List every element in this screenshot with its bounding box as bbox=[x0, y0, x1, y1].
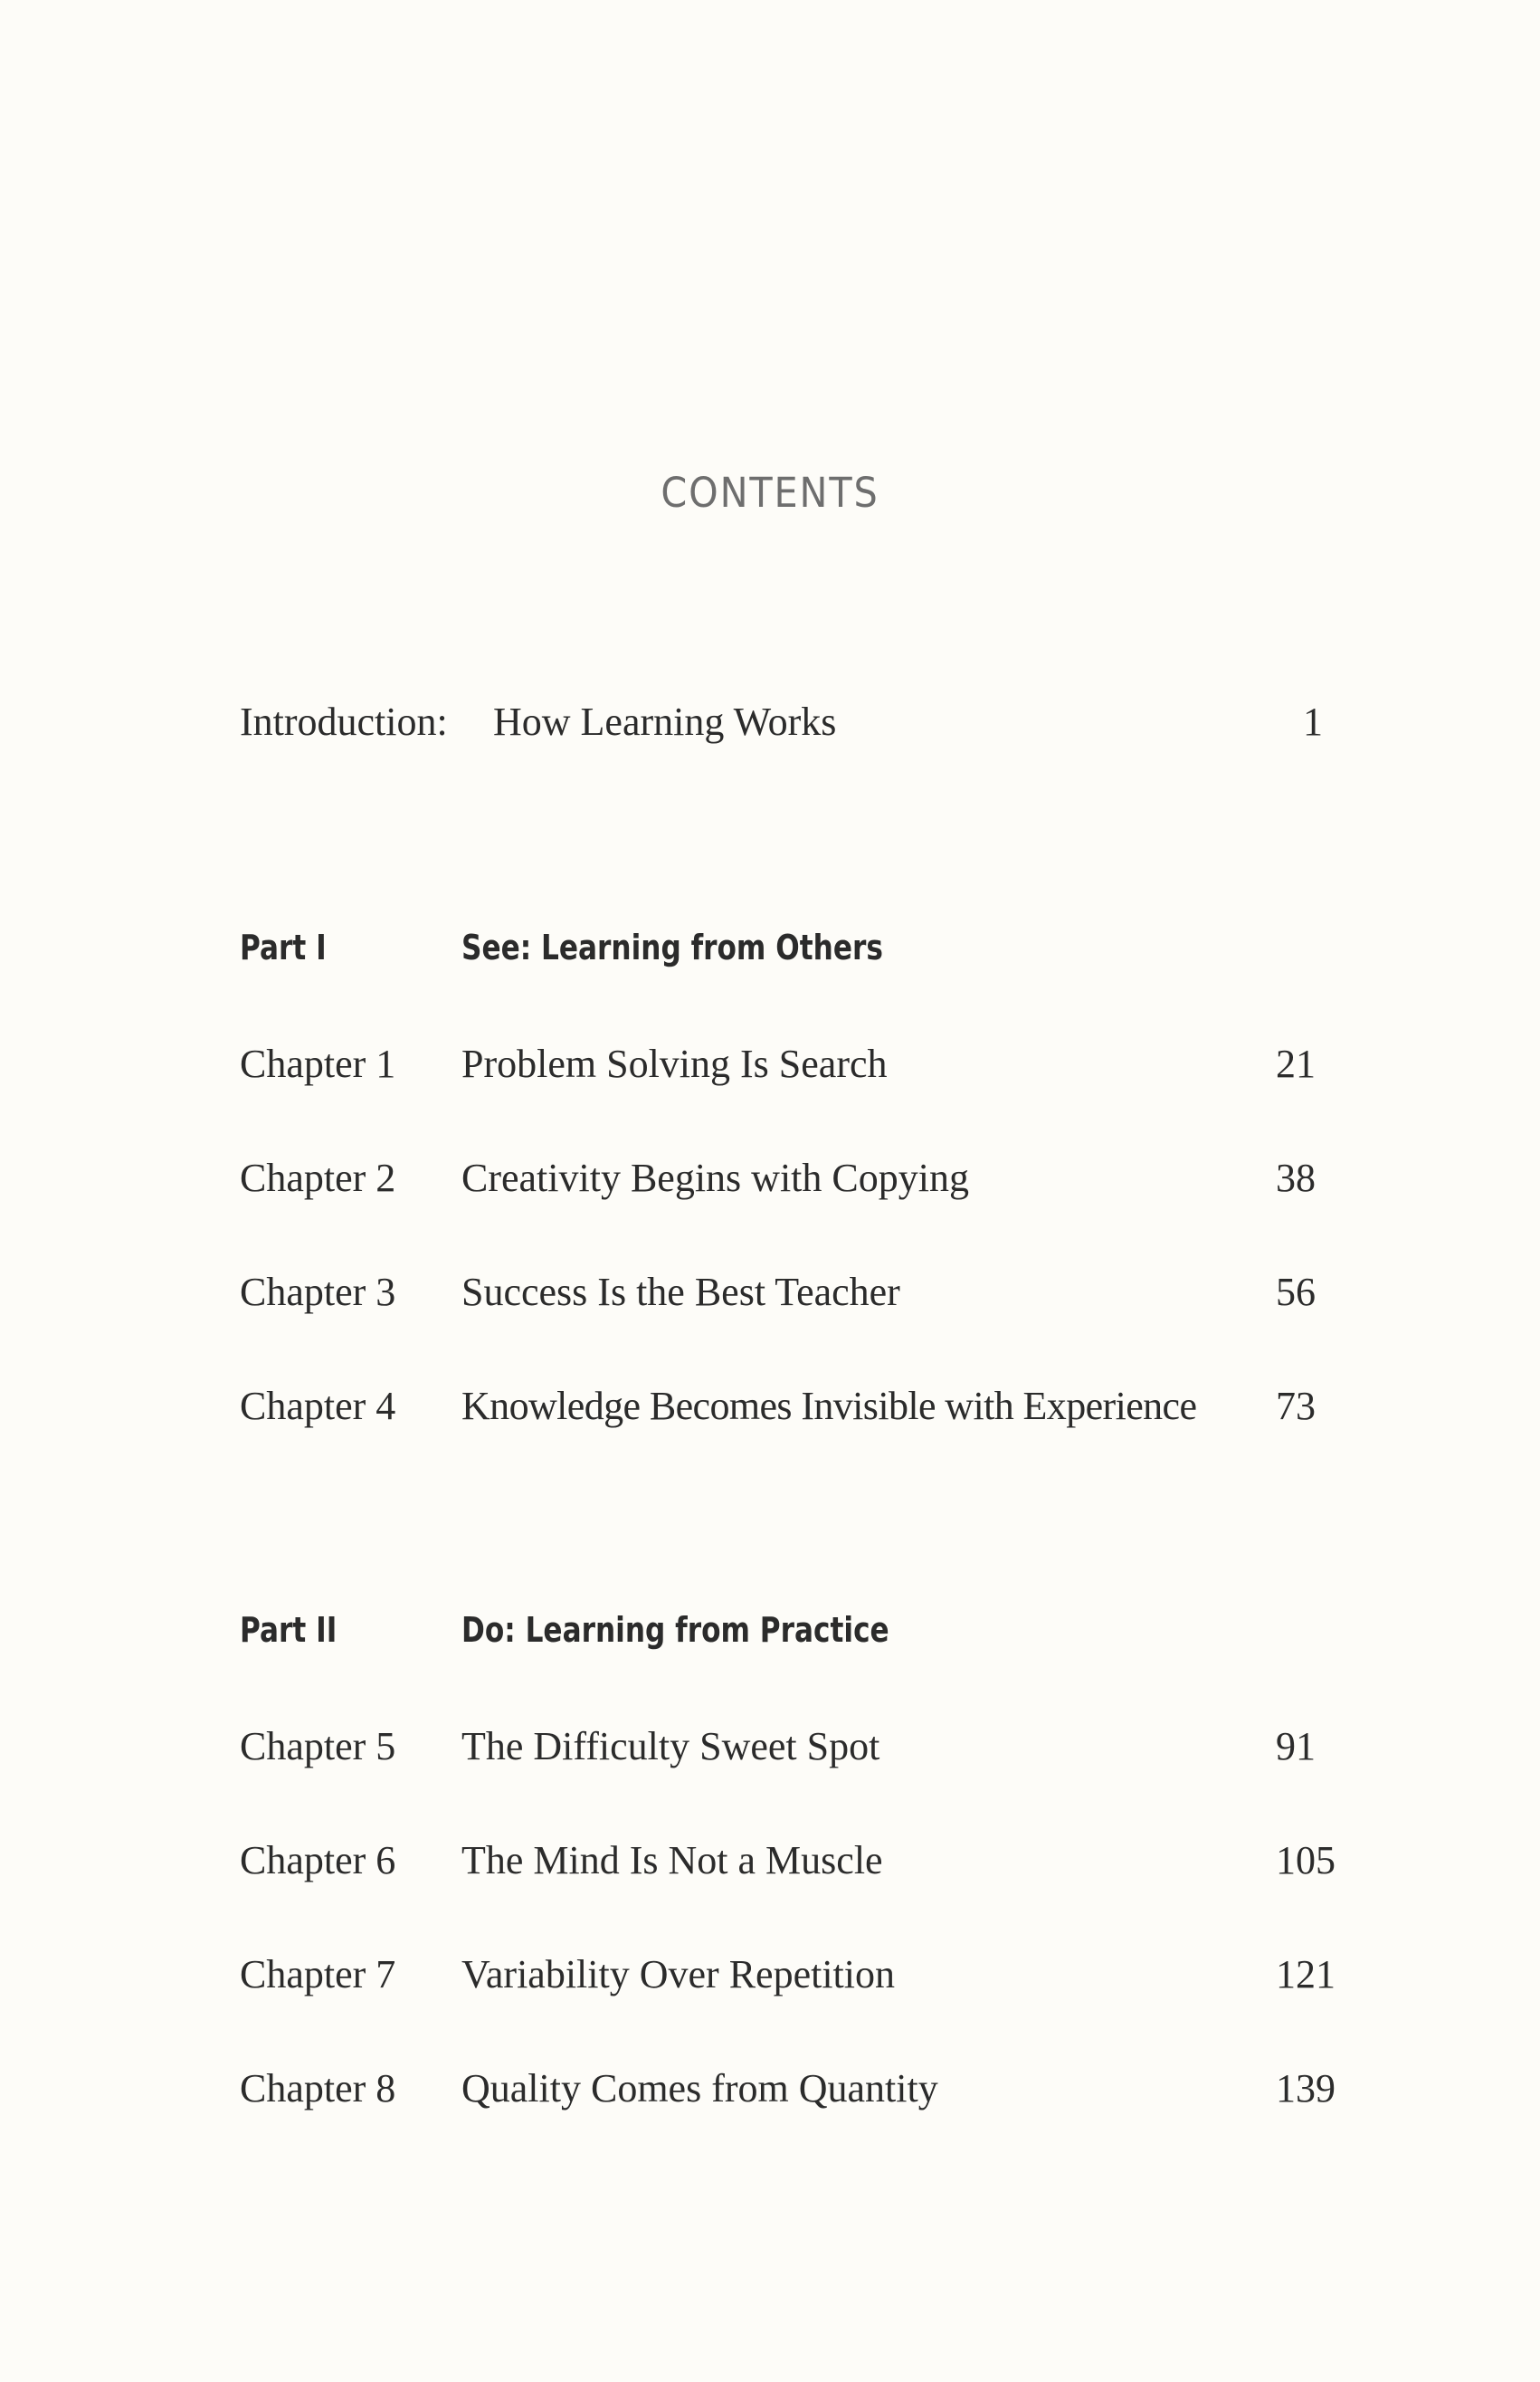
entry-title: The Mind Is Not a Muscle bbox=[461, 1838, 883, 1882]
entry-title: Knowledge Becomes Invisible with Experience bbox=[461, 1384, 1197, 1428]
toc-entry-chapter-8[interactable] bbox=[0, 2065, 1540, 2120]
toc-entry-chapter-2[interactable] bbox=[0, 1155, 1540, 1209]
entry-label: Chapter 8 bbox=[240, 2066, 396, 2110]
entry-label: Chapter 2 bbox=[240, 1156, 396, 1200]
entry-page: 56 bbox=[1276, 1270, 1316, 1314]
entry-page: 38 bbox=[1276, 1156, 1316, 1200]
page-title: CONTENTS bbox=[661, 469, 879, 517]
entry-page: 21 bbox=[1276, 1042, 1316, 1086]
part-title: See: Learning from Others bbox=[461, 928, 883, 967]
entry-label: Chapter 5 bbox=[240, 1724, 396, 1768]
entry-title: Success Is the Best Teacher bbox=[461, 1270, 900, 1314]
entry-label: Introduction: bbox=[240, 700, 448, 744]
entry-page: 91 bbox=[1276, 1724, 1316, 1768]
entry-page: 105 bbox=[1276, 1838, 1336, 1882]
entry-label: Chapter 4 bbox=[240, 1384, 396, 1428]
toc-entry-chapter-4[interactable] bbox=[0, 1383, 1540, 1437]
toc-entry-chapter-7[interactable] bbox=[0, 1951, 1540, 2006]
entry-title: Quality Comes from Quantity bbox=[461, 2066, 938, 2110]
toc-part-2[interactable] bbox=[0, 1610, 1540, 1664]
part-label: Part II bbox=[240, 1610, 337, 1650]
entry-label: Chapter 3 bbox=[240, 1270, 396, 1314]
entry-title: How Learning Works bbox=[493, 700, 837, 744]
toc-entry-chapter-5[interactable] bbox=[0, 1723, 1540, 1777]
entry-label: Chapter 1 bbox=[240, 1042, 396, 1086]
entry-title: The Difficulty Sweet Spot bbox=[461, 1724, 880, 1768]
toc-entry-chapter-6[interactable] bbox=[0, 1837, 1540, 1891]
entry-title: Creativity Begins with Copying bbox=[461, 1156, 969, 1200]
entry-label: Chapter 6 bbox=[240, 1838, 396, 1882]
toc-entry-chapter-1[interactable] bbox=[0, 1041, 1540, 1095]
entry-label: Chapter 7 bbox=[240, 1952, 396, 1996]
entry-title: Variability Over Repetition bbox=[461, 1952, 895, 1996]
entry-page: 139 bbox=[1276, 2066, 1336, 2110]
toc-entry-introduction[interactable] bbox=[0, 699, 1540, 753]
part-label: Part I bbox=[240, 928, 327, 967]
entry-page: 73 bbox=[1276, 1384, 1316, 1428]
entry-page: 121 bbox=[1276, 1952, 1336, 1996]
toc-part-1[interactable] bbox=[0, 928, 1540, 982]
entry-title: Problem Solving Is Search bbox=[461, 1042, 888, 1086]
toc-entry-chapter-3[interactable] bbox=[0, 1269, 1540, 1323]
entry-page: 1 bbox=[1303, 700, 1323, 744]
part-title: Do: Learning from Practice bbox=[461, 1610, 889, 1650]
